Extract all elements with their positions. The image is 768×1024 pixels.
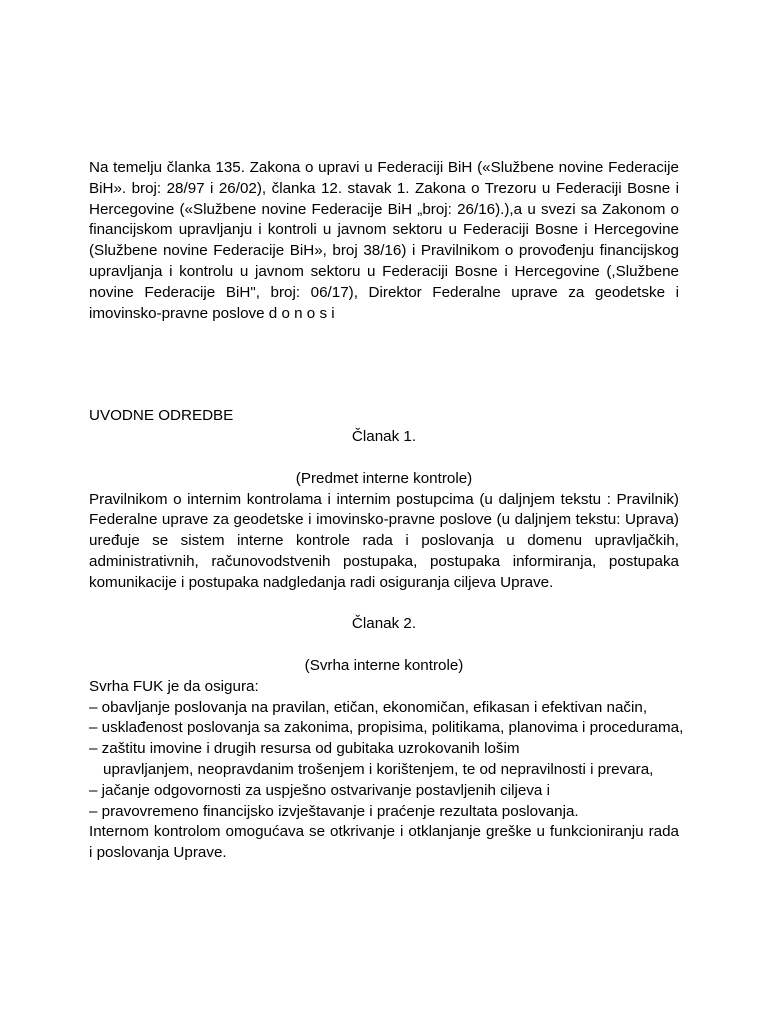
- list-item: – obavljanje poslovanja na pravilan, etičan, ekonomičan, efikasan i efektivan način,: [89, 698, 648, 716]
- spacer: [89, 448, 679, 469]
- spacer: [89, 635, 679, 656]
- spacer: [89, 594, 679, 615]
- article-1-body: Pravilnikom o internim kontrolama i internim postupcima (u daljnjem tekstu : Pravilnik) Federalne uprave za geodetske i imovinsko-pravne poslove (u daljnjem tekstu: Uprava) uređuje se sistem interne kontrole rada i poslovanja u domenu upravljačkih, administrativnih, računovodstvenih postupaka, postupaka informiranja, postupaka komunikacije i postupaka nadgledanja radi osiguranja ciljeva Uprave.: [89, 490, 679, 591]
- section-heading: UVODNE ODREDBE: [89, 407, 234, 425]
- article-2: [89, 614, 684, 864]
- list-item: – usklađenost poslovanja sa zakonima, propisima, politikama, planovima i procedurama,: [89, 719, 684, 737]
- article-2-intro: Svrha FUK je da osigura:: [89, 677, 259, 695]
- article-1-number: Članak 1.: [351, 428, 417, 446]
- article-2-number: Članak 2.: [351, 615, 417, 633]
- document-page: [89, 158, 684, 864]
- preamble-paragraph: Na temelju članka 135. Zakona o upravi u Federaciji BiH («Službene novine Federacije BiH». broj: 28/97 i 26/02), članka 12. stavak 1. Zakona o Trezoru u Federaciji Bosne i Hercegovine («Službene novine Federacije BiH „broj: 26/16).),a u svezi sa Zakonom o financijskom upravljanju i kontroli u javnom sektoru u Federaciji Bosne i Hercegovine (Službene novine Federacije BiH», broj 38/16) i Pravilnikom o provođenju financijskog upravljanja i kontrolu u javnom sektoru u Federaciji Bosne i Hercegovine (,Službene novine Federacije BiH", broj: 06/17), Direktor Federalne uprave za geodetske i imovinsko-pravne poslove d o n o s i: [89, 159, 679, 322]
- article-2-title: (Svrha interne kontrole): [304, 656, 464, 674]
- list-item: upravljanjem, neopravdanim trošenjem i korištenjem, te od nepravilnosti i prevara,: [103, 760, 654, 778]
- article-1: [89, 427, 679, 593]
- list-item: – zaštitu imovine i drugih resursa od gubitaka uzrokovanih lošim: [89, 740, 520, 758]
- list-item: – pravovremeno financijsko izvještavanje i praćenje rezultata poslovanja.: [89, 802, 579, 820]
- article-2-closing: Internom kontrolom omogućava se otkrivanje i otklanjanje greške u funkcioniranju rada i poslovanja Uprave.: [89, 823, 679, 862]
- list-item: – jačanje odgovornosti za uspješno ostvarivanje postavljenih ciljeva i: [89, 781, 550, 799]
- article-1-title: (Predmet interne kontrole): [295, 469, 473, 487]
